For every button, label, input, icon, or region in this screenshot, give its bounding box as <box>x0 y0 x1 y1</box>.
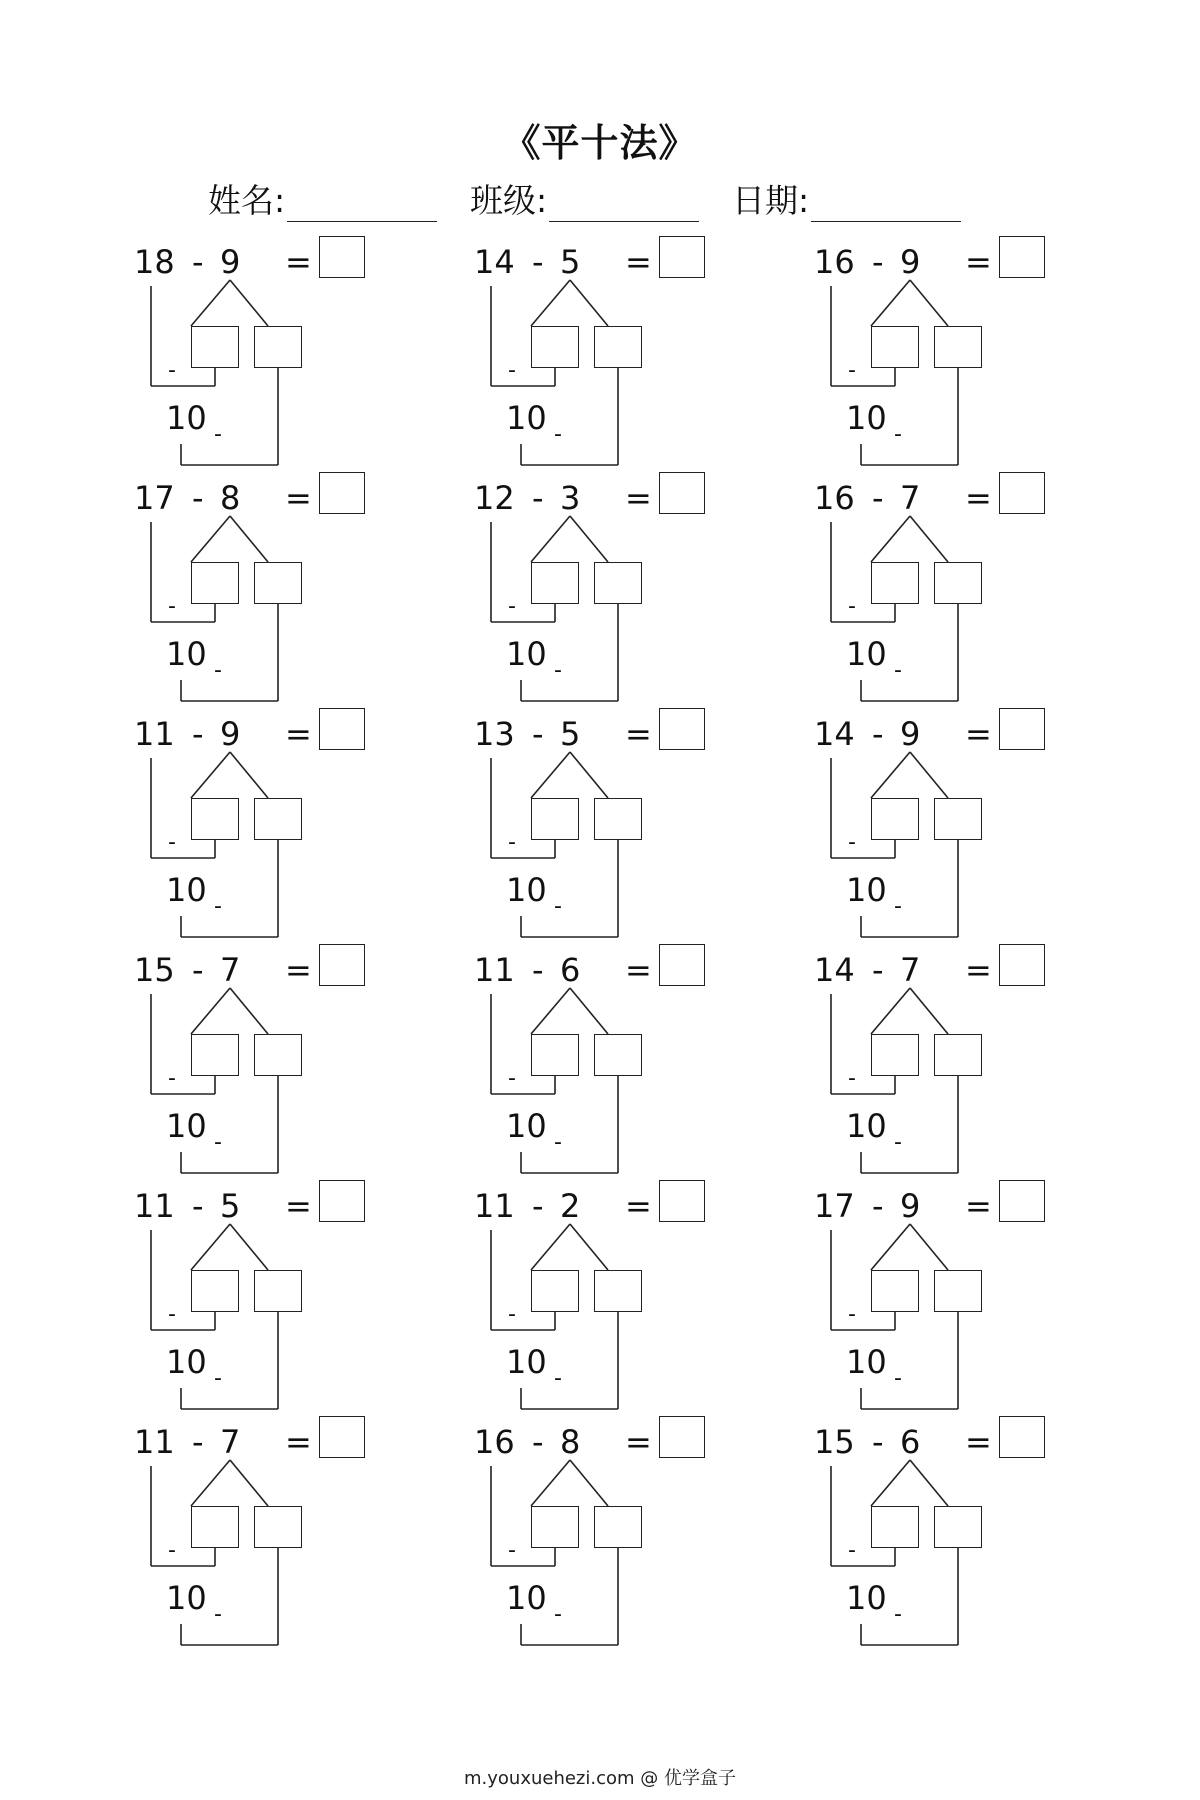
problem-cell <box>130 1184 390 1414</box>
minus-sign-small: - <box>508 1302 516 1327</box>
ten-label: 10 <box>166 399 207 437</box>
minus-sign: - <box>532 715 544 753</box>
equals-sign: = <box>965 951 992 989</box>
connector-line <box>570 1460 608 1506</box>
subtrahend: 8 <box>560 1423 581 1461</box>
split-box-left[interactable] <box>531 562 579 604</box>
minus-sign-small: - <box>214 894 222 919</box>
ten-label: 10 <box>846 1343 887 1381</box>
subtrahend: 8 <box>220 479 241 517</box>
minuend: 17 <box>814 1187 855 1225</box>
minus-sign-small: - <box>894 894 902 919</box>
minus-sign-small: - <box>894 1130 902 1155</box>
minuend: 14 <box>814 715 855 753</box>
connector-line <box>871 1460 910 1506</box>
split-box-left[interactable] <box>191 1270 239 1312</box>
subtrahend: 9 <box>900 715 921 753</box>
minuend: 15 <box>814 1423 855 1461</box>
split-box-left[interactable] <box>191 1506 239 1548</box>
subtrahend: 3 <box>560 479 581 517</box>
minus-sign-small: - <box>848 1302 856 1327</box>
split-box-right[interactable] <box>934 1506 982 1548</box>
split-box-right[interactable] <box>254 1034 302 1076</box>
minus-sign-small: - <box>214 1366 222 1391</box>
ten-label: 10 <box>166 1579 207 1617</box>
split-box-left[interactable] <box>191 798 239 840</box>
minuend: 13 <box>474 715 515 753</box>
ten-label: 10 <box>506 399 547 437</box>
answer-box[interactable] <box>999 236 1045 278</box>
problem-cell <box>810 948 1070 1178</box>
minuend: 16 <box>474 1423 515 1461</box>
minus-sign-small: - <box>168 358 176 383</box>
equals-sign: = <box>285 1187 312 1225</box>
problem-cell <box>810 240 1070 470</box>
connector-line <box>910 1224 948 1270</box>
ten-label: 10 <box>846 871 887 909</box>
name-blank-line[interactable] <box>287 191 437 222</box>
split-box-left[interactable] <box>531 1034 579 1076</box>
minus-sign-small: - <box>894 658 902 683</box>
equals-sign: = <box>625 715 652 753</box>
split-box-right[interactable] <box>594 1270 642 1312</box>
problem-cell <box>810 476 1070 706</box>
minus-sign: - <box>532 243 544 281</box>
minus-sign: - <box>192 1423 204 1461</box>
connector-line <box>230 752 268 798</box>
split-box-right[interactable] <box>254 326 302 368</box>
minus-sign: - <box>192 1187 204 1225</box>
problem-cell <box>130 948 390 1178</box>
connector-line <box>871 988 910 1034</box>
subtrahend: 9 <box>220 715 241 753</box>
minus-sign: - <box>192 715 204 753</box>
minuend: 12 <box>474 479 515 517</box>
connector-line <box>570 516 608 562</box>
minus-sign-small: - <box>214 422 222 447</box>
minuend: 17 <box>134 479 175 517</box>
subtrahend: 9 <box>900 243 921 281</box>
answer-box[interactable] <box>659 1180 705 1222</box>
connector-line <box>910 516 948 562</box>
equals-sign: = <box>285 479 312 517</box>
minuend: 11 <box>134 1187 175 1225</box>
minus-sign-small: - <box>554 658 562 683</box>
minus-sign-small: - <box>168 830 176 855</box>
subtrahend: 5 <box>560 715 581 753</box>
answer-box[interactable] <box>659 708 705 750</box>
minus-sign-small: - <box>554 422 562 447</box>
connector-line <box>230 516 268 562</box>
connector-line <box>230 1224 268 1270</box>
ten-label: 10 <box>166 635 207 673</box>
subtrahend: 7 <box>220 1423 241 1461</box>
connector-line <box>570 1224 608 1270</box>
minuend: 11 <box>474 1187 515 1225</box>
equals-sign: = <box>625 951 652 989</box>
connector-line <box>230 1460 268 1506</box>
split-box-right[interactable] <box>254 1506 302 1548</box>
split-box-left[interactable] <box>531 1506 579 1548</box>
class-field[interactable] <box>470 175 699 222</box>
ten-label: 10 <box>846 1579 887 1617</box>
split-box-left[interactable] <box>871 562 919 604</box>
subtrahend: 6 <box>900 1423 921 1461</box>
ten-label: 10 <box>506 635 547 673</box>
equals-sign: = <box>285 243 312 281</box>
connector-line <box>191 1460 230 1506</box>
minus-sign-small: - <box>848 594 856 619</box>
ten-label: 10 <box>506 1579 547 1617</box>
equals-sign: = <box>965 1423 992 1461</box>
connector-line <box>191 752 230 798</box>
minus-sign-small: - <box>848 830 856 855</box>
ten-label: 10 <box>846 635 887 673</box>
answer-box[interactable] <box>659 472 705 514</box>
ten-label: 10 <box>846 1107 887 1145</box>
minus-sign: - <box>532 1187 544 1225</box>
problem-cell <box>470 476 730 706</box>
minus-sign-small: - <box>894 422 902 447</box>
equals-sign: = <box>285 1423 312 1461</box>
problem-cell <box>130 476 390 706</box>
minus-sign: - <box>532 951 544 989</box>
split-box-right[interactable] <box>594 562 642 604</box>
minus-sign-small: - <box>848 1538 856 1563</box>
date-field[interactable] <box>732 175 961 222</box>
ten-label: 10 <box>166 871 207 909</box>
connector-line <box>910 752 948 798</box>
problem-cell <box>470 1420 730 1650</box>
minus-sign-small: - <box>894 1602 902 1627</box>
connector-line <box>531 1460 570 1506</box>
class-label: 班级: <box>470 181 548 220</box>
problem-cell <box>810 1420 1070 1650</box>
split-box-right[interactable] <box>934 1034 982 1076</box>
subtrahend: 7 <box>900 951 921 989</box>
equals-sign: = <box>625 479 652 517</box>
minus-sign-small: - <box>508 1066 516 1091</box>
equals-sign: = <box>285 715 312 753</box>
split-box-right[interactable] <box>934 326 982 368</box>
problem-cell <box>810 712 1070 942</box>
minus-sign: - <box>872 951 884 989</box>
subtrahend: 9 <box>900 1187 921 1225</box>
footer-source: m.youxuehezi.com @ 优学盒子 <box>463 1768 736 1789</box>
minus-sign-small: - <box>848 1066 856 1091</box>
answer-box[interactable] <box>999 1180 1045 1222</box>
problem-cell <box>470 240 730 470</box>
minus-sign-small: - <box>168 1538 176 1563</box>
minus-sign: - <box>872 243 884 281</box>
connector-line <box>191 1224 230 1270</box>
connector-line <box>871 1224 910 1270</box>
minus-sign: - <box>872 715 884 753</box>
minus-sign-small: - <box>554 894 562 919</box>
answer-box[interactable] <box>319 944 365 986</box>
answer-box[interactable] <box>999 944 1045 986</box>
connector-line <box>531 752 570 798</box>
subtrahend: 5 <box>560 243 581 281</box>
subtrahend: 5 <box>220 1187 241 1225</box>
minus-sign-small: - <box>214 1602 222 1627</box>
split-box-left[interactable] <box>191 562 239 604</box>
minuend: 16 <box>814 243 855 281</box>
minuend: 16 <box>814 479 855 517</box>
connector-line <box>531 988 570 1034</box>
problem-cell <box>470 712 730 942</box>
answer-box[interactable] <box>319 1180 365 1222</box>
split-box-right[interactable] <box>934 562 982 604</box>
split-box-right[interactable] <box>934 798 982 840</box>
answer-box[interactable] <box>659 1416 705 1458</box>
equals-sign: = <box>965 243 992 281</box>
connector-line <box>230 988 268 1034</box>
split-box-left[interactable] <box>531 798 579 840</box>
connector-line <box>910 988 948 1034</box>
minuend: 14 <box>814 951 855 989</box>
minus-sign-small: - <box>508 594 516 619</box>
name-field[interactable] <box>208 175 437 222</box>
minus-sign-small: - <box>168 594 176 619</box>
minus-sign: - <box>532 479 544 517</box>
minus-sign: - <box>192 243 204 281</box>
connector-line <box>531 280 570 326</box>
connector-line <box>910 280 948 326</box>
equals-sign: = <box>965 479 992 517</box>
equals-sign: = <box>965 1187 992 1225</box>
date-blank-line[interactable] <box>811 191 961 222</box>
connector-line <box>570 988 608 1034</box>
connector-line <box>871 752 910 798</box>
ten-label: 10 <box>506 1107 547 1145</box>
split-box-left[interactable] <box>871 1034 919 1076</box>
minuend: 14 <box>474 243 515 281</box>
minus-sign-small: - <box>508 358 516 383</box>
minus-sign-small: - <box>214 658 222 683</box>
minuend: 11 <box>474 951 515 989</box>
minuend: 11 <box>134 1423 175 1461</box>
connector-line <box>531 516 570 562</box>
ten-label: 10 <box>166 1343 207 1381</box>
answer-box[interactable] <box>319 472 365 514</box>
connector-line <box>871 280 910 326</box>
answer-box[interactable] <box>319 236 365 278</box>
split-box-right[interactable] <box>594 798 642 840</box>
split-box-left[interactable] <box>871 1506 919 1548</box>
connector-line <box>570 752 608 798</box>
date-label: 日期: <box>732 181 810 220</box>
split-box-left[interactable] <box>191 1034 239 1076</box>
split-box-right[interactable] <box>934 1270 982 1312</box>
minus-sign: - <box>872 1423 884 1461</box>
connector-line <box>230 280 268 326</box>
split-box-right[interactable] <box>594 1034 642 1076</box>
equals-sign: = <box>625 1187 652 1225</box>
subtrahend: 9 <box>220 243 241 281</box>
answer-box[interactable] <box>659 236 705 278</box>
ten-label: 10 <box>166 1107 207 1145</box>
equals-sign: = <box>965 715 992 753</box>
answer-box[interactable] <box>659 944 705 986</box>
split-box-left[interactable] <box>191 326 239 368</box>
minus-sign-small: - <box>848 358 856 383</box>
problem-cell <box>810 1184 1070 1414</box>
problem-cell <box>130 712 390 942</box>
name-label: 姓名: <box>208 181 286 220</box>
minuend: 15 <box>134 951 175 989</box>
minuend: 11 <box>134 715 175 753</box>
minus-sign: - <box>532 1423 544 1461</box>
minus-sign-small: - <box>554 1366 562 1391</box>
answer-box[interactable] <box>319 708 365 750</box>
split-box-left[interactable] <box>871 798 919 840</box>
answer-box[interactable] <box>999 708 1045 750</box>
minus-sign-small: - <box>554 1130 562 1155</box>
minus-sign-small: - <box>508 830 516 855</box>
class-blank-line[interactable] <box>549 191 699 222</box>
connector-line <box>570 280 608 326</box>
minus-sign: - <box>872 479 884 517</box>
equals-sign: = <box>625 1423 652 1461</box>
split-box-left[interactable] <box>531 1270 579 1312</box>
split-box-right[interactable] <box>594 326 642 368</box>
subtrahend: 6 <box>560 951 581 989</box>
connector-line <box>191 988 230 1034</box>
subtrahend: 7 <box>900 479 921 517</box>
split-box-right[interactable] <box>254 798 302 840</box>
problem-cell <box>470 1184 730 1414</box>
equals-sign: = <box>625 243 652 281</box>
connector-line <box>191 280 230 326</box>
ten-label: 10 <box>506 871 547 909</box>
minus-sign-small: - <box>508 1538 516 1563</box>
minus-sign-small: - <box>554 1602 562 1627</box>
ten-label: 10 <box>506 1343 547 1381</box>
minus-sign-small: - <box>214 1130 222 1155</box>
split-box-left[interactable] <box>871 326 919 368</box>
worksheet-title: 《平十法》 <box>502 121 698 165</box>
connector-line <box>910 1460 948 1506</box>
split-box-right[interactable] <box>594 1506 642 1548</box>
minus-sign-small: - <box>168 1302 176 1327</box>
minus-sign-small: - <box>168 1066 176 1091</box>
answer-box[interactable] <box>319 1416 365 1458</box>
ten-label: 10 <box>846 399 887 437</box>
connector-line <box>871 516 910 562</box>
answer-box[interactable] <box>999 1416 1045 1458</box>
connector-line <box>191 516 230 562</box>
minuend: 18 <box>134 243 175 281</box>
minus-sign-small: - <box>894 1366 902 1391</box>
problem-cell <box>130 1420 390 1650</box>
split-box-left[interactable] <box>531 326 579 368</box>
minus-sign: - <box>192 479 204 517</box>
subtrahend: 2 <box>560 1187 581 1225</box>
problem-cell <box>470 948 730 1178</box>
connector-line <box>531 1224 570 1270</box>
split-box-left[interactable] <box>871 1270 919 1312</box>
split-box-right[interactable] <box>254 562 302 604</box>
answer-box[interactable] <box>999 472 1045 514</box>
minus-sign: - <box>192 951 204 989</box>
minus-sign: - <box>872 1187 884 1225</box>
split-box-right[interactable] <box>254 1270 302 1312</box>
problem-cell <box>130 240 390 470</box>
subtrahend: 7 <box>220 951 241 989</box>
equals-sign: = <box>285 951 312 989</box>
